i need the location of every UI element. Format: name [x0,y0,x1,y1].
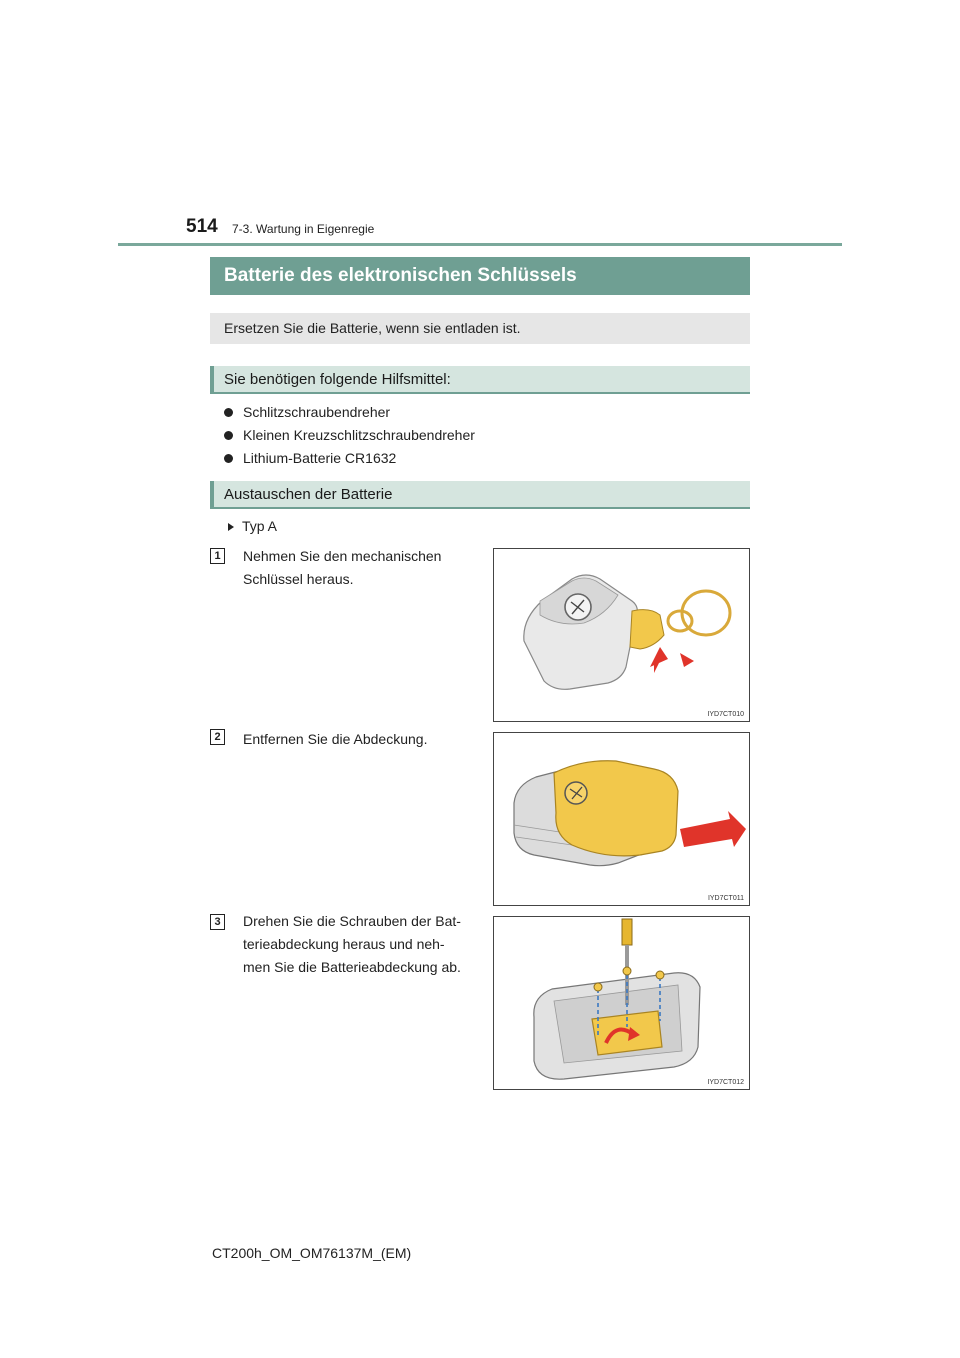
key-fob-illustration [494,549,750,722]
step-number: 1 [210,548,225,564]
step-number: 3 [210,914,225,930]
figure-remove-battery-cover [493,916,750,1090]
step-number: 2 [210,729,225,745]
figure-remove-mechanical-key [493,548,750,722]
step-text [243,728,479,751]
step-line: men Sie die Batterieabdeckung ab. [243,959,461,975]
tool-label: Lithium-Batterie CR1632 [243,450,397,466]
type-label [228,518,277,534]
replace-heading: Austauschen der Batterie [210,481,750,509]
intro-note: Ersetzen Sie die Batterie, wenn sie entladen ist. [210,313,750,344]
step-line: Drehen Sie die Schrauben der Bat- [243,913,461,929]
tool-label: Kleinen Kreuzschlitzschraubendreher [243,427,475,443]
list-item [224,401,475,424]
header-divider [118,243,842,246]
document-id: CT200h_OM_OM76137M_(EM) [212,1245,412,1261]
figure-code: IYD7CT012 [707,1079,744,1086]
page-title: Batterie des elektronischen Schlüssels [210,257,750,295]
step-line: Entfernen Sie die Abdeckung. [243,731,428,747]
page-number: 514 [186,216,218,237]
tools-list [224,401,475,470]
bullet-icon [224,454,233,463]
list-item [224,424,475,447]
step-line: Nehmen Sie den mechanischen [243,548,442,564]
bullet-icon [224,431,233,440]
figure-code: IYD7CT010 [707,711,744,718]
breadcrumb: 7-3. Wartung in Eigenregie [232,222,375,236]
figure-code: IYD7CT011 [707,895,744,902]
battery-cover-illustration [494,917,750,1090]
step-text [243,910,479,979]
tools-heading: Sie benötigen folgende Hilfsmittel: [210,366,750,394]
triangle-bullet-icon [228,523,234,531]
list-item [224,447,475,470]
step-text [243,545,479,591]
key-fob-cover-illustration [494,733,750,906]
type-label-text: Typ A [242,518,278,534]
tool-label: Schlitzschraubendreher [243,404,391,420]
bullet-icon [224,408,233,417]
step-line: terieabdeckung heraus und neh- [243,936,445,952]
step-line: Schlüssel heraus. [243,571,354,587]
figure-remove-cover [493,732,750,906]
